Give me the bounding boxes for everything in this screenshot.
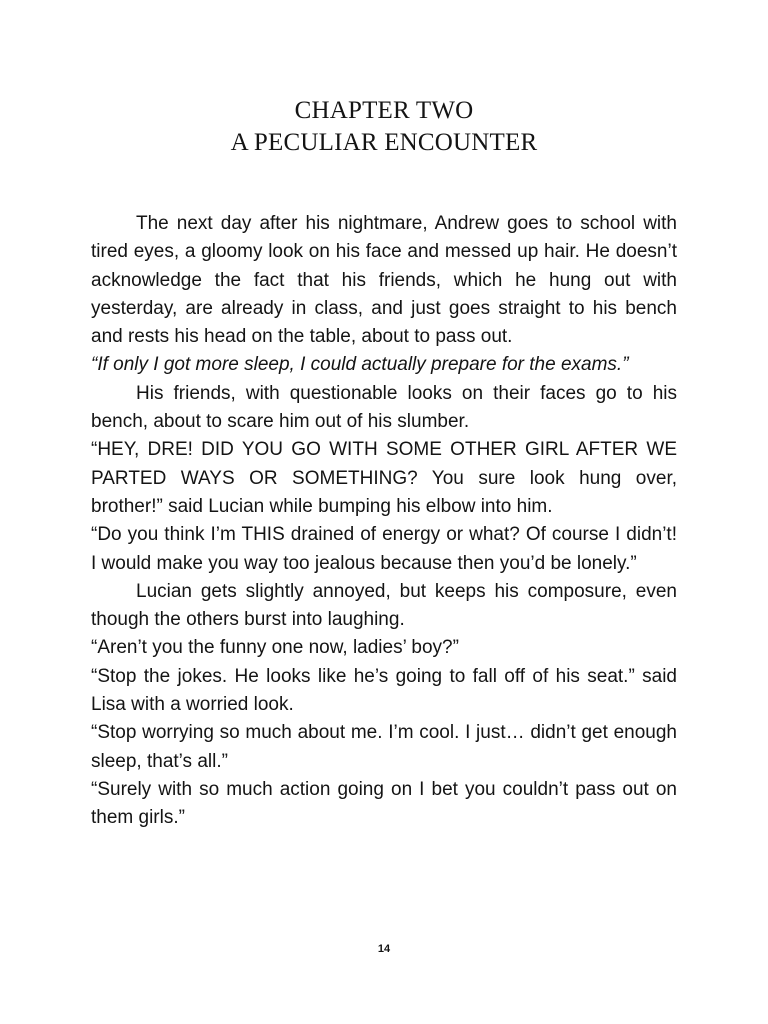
paragraph-friends-approach: His friends, with questionable looks on their faces go to his bench, about to scare him out of his slumber. <box>91 382 677 433</box>
paragraph-opening: The next day after his nightmare, Andrew goes to school with tired eyes, a gloomy look on his face and messed up hair. He doesn’t acknowledge the fact that his friends, which he hung out with yesterday, are already in class, and just goes straight to his bench and rests his head on the table, about to pass out. <box>91 213 677 348</box>
paragraph-ladies-boy: “Aren’t you the funny one now, ladies’ boy?” <box>91 637 459 659</box>
chapter-body <box>91 210 677 833</box>
paragraph-closing: “Surely with so much action going on I bet you couldn’t pass out on them girls.” <box>91 778 677 829</box>
chapter-title: A PECULIAR ENCOUNTER <box>230 129 538 156</box>
paragraph-thought: “If only I got more sleep, I could actually prepare for the exams.” <box>91 354 629 376</box>
chapter-number: CHAPTER TWO <box>294 97 474 124</box>
paragraph-lisa-dialogue: “Stop the jokes. He looks like he’s going to fall off of his seat.” said Lisa with a worried look. <box>91 665 677 716</box>
page-number: 14 <box>377 943 391 955</box>
paragraph-andrew-reply: “Do you think I’m THIS drained of energy or what? Of course I didn’t! I would make you way too jealous because then you’d be lonely.” <box>91 524 677 574</box>
paragraph-lucian-dialogue: “HEY, DRE! DID YOU GO WITH SOME OTHER GIRL AFTER WE PARTED WAYS OR SOMETHING? You sure look hung over, brother!” said Lucian while bumping his elbow into him. <box>91 439 677 517</box>
paragraph-andrew-cool: “Stop worrying so much about me. I’m cool. I just… didn’t get enough sleep, that’s all.” <box>91 722 677 772</box>
chapter-heading <box>0 95 768 159</box>
paragraph-lucian-annoyed: Lucian gets slightly annoyed, but keeps his composure, even though the others burst into laughing. <box>91 580 677 631</box>
